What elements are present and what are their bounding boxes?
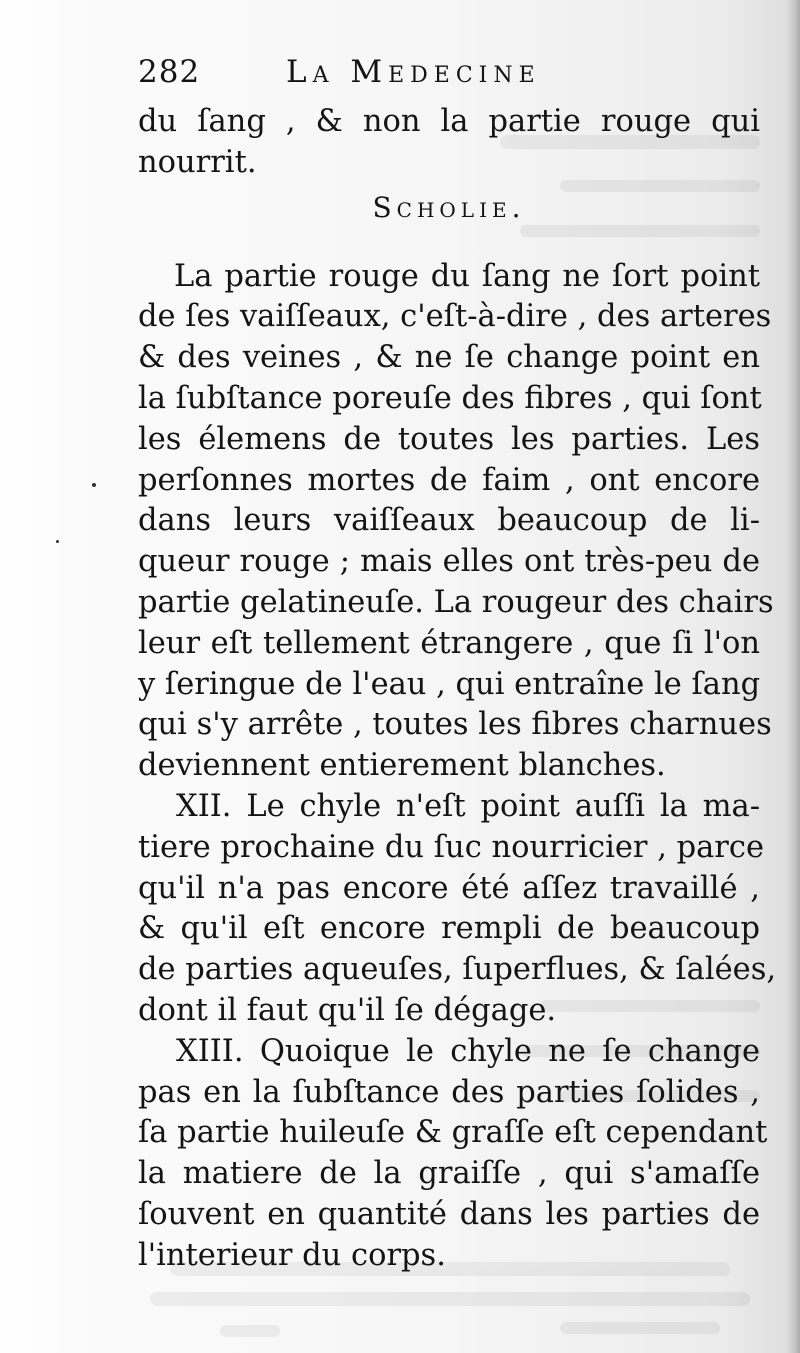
scholie-line: deviennent entierement blanches. (138, 748, 666, 784)
scholie-line: queur rouge ; mais elles ont très-peu de (138, 544, 760, 580)
text-block (138, 52, 777, 1277)
scholie-line: de ſes vaiſſeaux, c'eſt-à-dire , des arteres (138, 299, 772, 335)
scholie-line: perſonnes mortes de faim , ont encore (138, 462, 760, 498)
scholie-line: la ſubſtance poreuſe des fibres , qui ſont (138, 380, 762, 416)
paragraph-xiii-line: XIII. Quoique le chyle ne ſe change (176, 1033, 760, 1069)
scholie-line: qui s'y arrête , toutes les fibres charnues (138, 707, 772, 743)
ink-speck (92, 483, 96, 487)
paragraph-xiii-line: l'interieur du corps. (138, 1237, 446, 1273)
paragraph-xii-line: dont il faut qu'il ſe dégage. (138, 992, 557, 1028)
scholie-line: & des veines , & ne ſe change point en (138, 340, 760, 376)
scholie-line: y ſeringue de l'eau , qui entraîne le ſang (138, 666, 761, 702)
paragraph-xiii-line: la matiere de la graiſſe , qui s'amaſſe (138, 1156, 760, 1192)
paragraph-xii-line: de parties aqueuſes, ſuperflues, & ſalées, (138, 952, 777, 988)
paragraph-xii-line: & qu'il eſt encore rempli de beaucoup (138, 911, 760, 947)
spacer (138, 230, 760, 257)
paragraph-xii-line: qu'il n'a pas encore été aſſez travaillé , (138, 870, 760, 906)
scholie-line: partie gelatineuſe. La rougeur des chairs (138, 584, 774, 620)
scholie-line: dans leurs vaiſſeaux beaucoup de li- (138, 503, 760, 539)
scholie-line: La partie rouge du ſang ne ſort point (174, 258, 760, 294)
running-head (138, 52, 760, 102)
scholie-line: les élemens de toutes les parties. Les (138, 421, 760, 457)
running-title: La Medecine (286, 54, 541, 90)
section-heading: Scholie. (372, 190, 526, 224)
paragraph-xii-line: XII. Le chyle n'eſt point auſſi la ma- (176, 788, 760, 824)
paragraph-xiii-line: ſa partie huileuſe & graſſe eſt cependant (138, 1115, 768, 1151)
page-number: 282 (138, 54, 201, 90)
ink-speck (56, 540, 59, 543)
intro-line: du ſang , & non la partie rouge qui (138, 104, 760, 139)
page-edge-shadow (786, 0, 800, 1353)
intro-line: nourrit. (138, 144, 257, 180)
paragraph-xiii-line: pas en la ſubſtance des parties ſolides , (138, 1074, 760, 1110)
paragraph-xiii-line: ſouvent en quantité dans les parties de (138, 1196, 760, 1232)
scholie-line: leur eſt tellement étrangere , que ſi l'on (138, 625, 760, 661)
paragraph-xii-line: tiere prochaine du ſuc nourricier , parce (138, 829, 765, 865)
